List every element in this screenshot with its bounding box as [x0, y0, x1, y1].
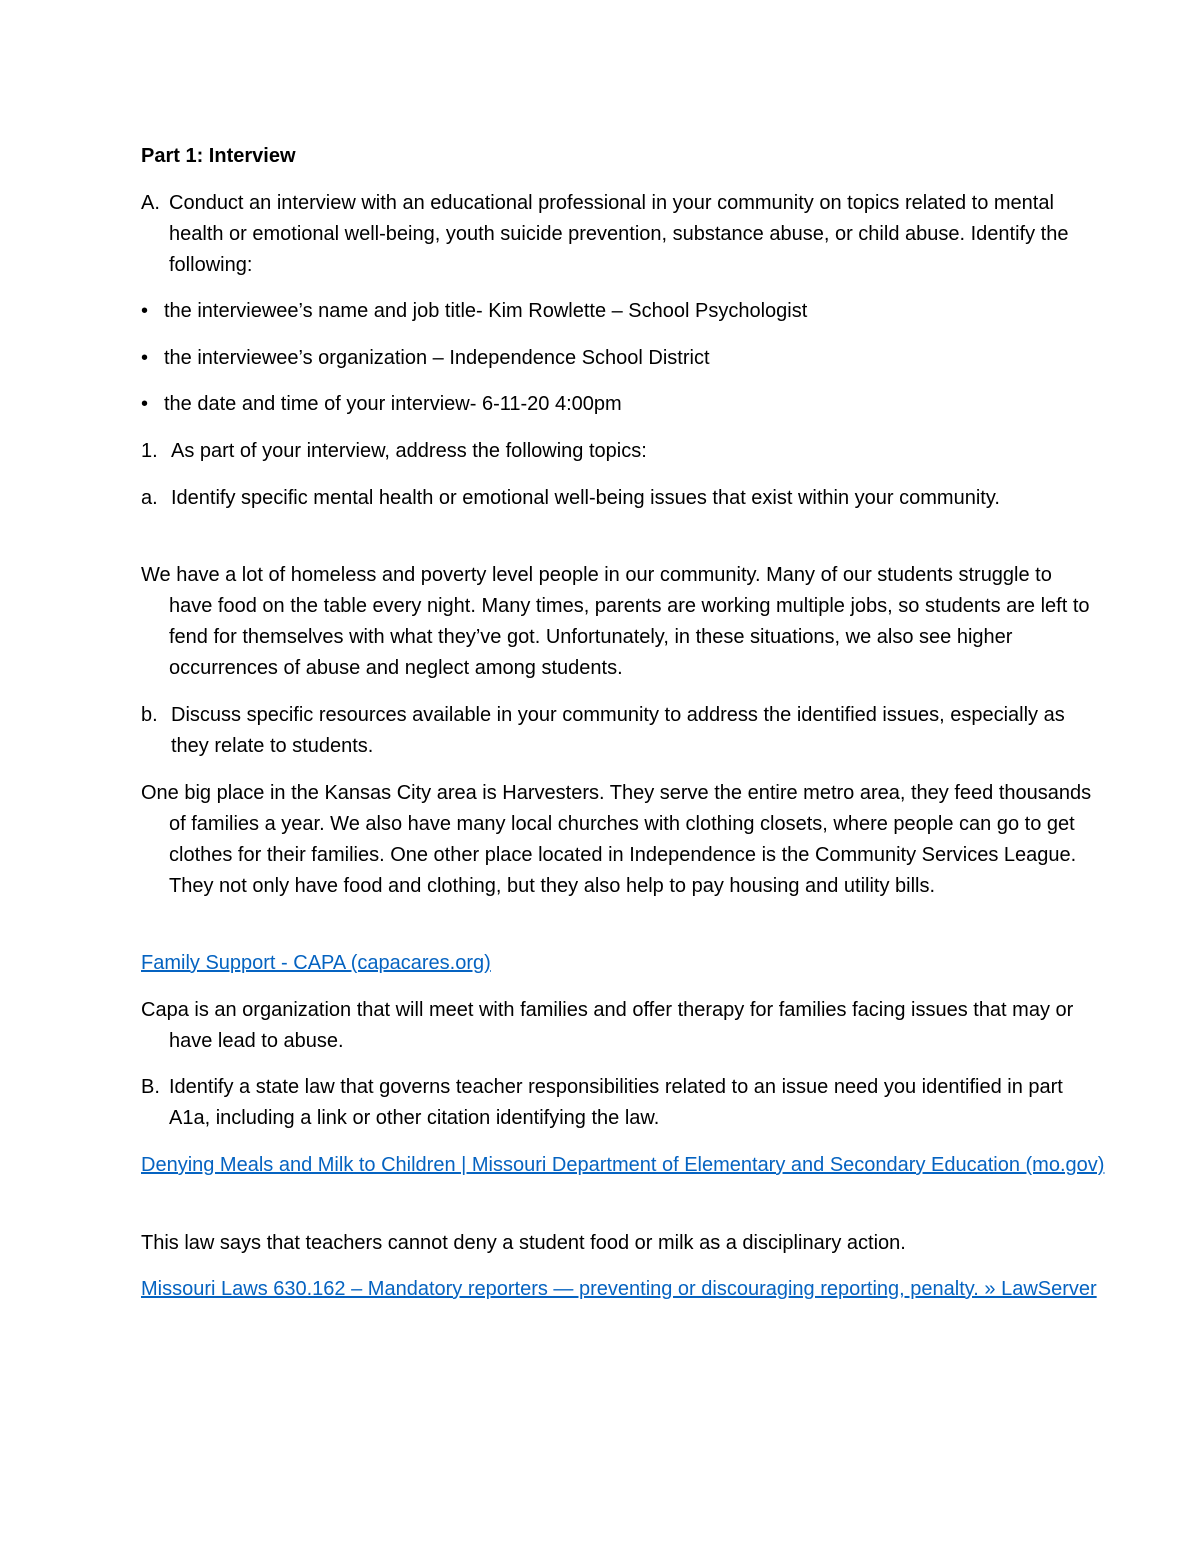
bullet-icon: •: [141, 300, 149, 322]
bullet-interviewee-organization: [141, 343, 1094, 374]
bullet-icon: •: [141, 393, 149, 415]
answer-b: One big place in the Kansas City area is Harvesters. They serve the entire metro area, they feed thousands of families a year. We also have many local churches with clothing closets, where people can go to get clothes for their families. One other place located in Independence is the Community Services League. They not only have food and clothing, but they also help to pay housing and utility bills.: [141, 782, 1092, 897]
law-link-paragraph: [141, 1274, 1106, 1305]
part-heading: Part 1: Interview: [141, 145, 296, 167]
bullet-interview-date: [141, 389, 1094, 420]
item-b-text: Discuss specific resources available in your community to address the identified issues, especially as they relate to students.: [171, 704, 1065, 757]
item-1-text: As part of your interview, address the following topics:: [171, 440, 647, 462]
bullet-text: the interviewee’s organization – Independence School District: [164, 347, 710, 369]
item-a-text: Identify specific mental health or emotional well-being issues that exist within your community.: [171, 487, 1000, 509]
section-a: [141, 188, 1099, 281]
item-b-marker: b.: [141, 704, 158, 726]
section-a-text: Conduct an interview with an educational professional in your community on topics related to mental health or emotional well-being, youth suicide prevention, substance abuse, or child abuse. Identify the following:: [169, 192, 1069, 276]
item-b: [141, 700, 1101, 762]
capa-link[interactable]: Family Support - CAPA (capacares.org): [141, 952, 491, 974]
bullet-interviewee-name: [141, 296, 1094, 327]
section-b: [141, 1072, 1099, 1134]
bullet-icon: •: [141, 347, 149, 369]
item-a-marker: a.: [141, 487, 158, 509]
section-a-marker: A.: [141, 192, 160, 214]
meals-description: This law says that teachers cannot deny a student food or milk as a disciplinary action.: [141, 1232, 906, 1254]
bullet-text: the date and time of your interview- 6-11-20 4:00pm: [164, 393, 622, 415]
item-1: [141, 436, 1101, 467]
answer-a: We have a lot of homeless and poverty level people in our community. Many of our students struggle to have food on the table every night. Many times, parents are working multiple jobs, so students are left to fend for themselves with what they’ve got. Unfortunately, in these situations, we also see higher occurrences of abuse and neglect among students.: [141, 564, 1090, 679]
item-a: [141, 483, 1101, 514]
capa-link-paragraph: [141, 948, 1071, 979]
meals-law-link[interactable]: Denying Meals and Milk to Children | Missouri Department of Elementary and Secondary Education (mo.gov): [141, 1154, 1105, 1176]
section-b-marker: B.: [141, 1076, 160, 1098]
mandatory-reporter-law-link[interactable]: Missouri Laws 630.162 – Mandatory reporters — preventing or discouraging reporting, penalty. » LawServer: [141, 1278, 1097, 1300]
bullet-text: the interviewee’s name and job title- Kim Rowlette – School Psychologist: [164, 300, 808, 322]
section-b-text: Identify a state law that governs teacher responsibilities related to an issue need you identified in part A1a, including a link or other citation identifying the law.: [169, 1076, 1063, 1129]
item-1-marker: 1.: [141, 440, 158, 462]
capa-description: Capa is an organization that will meet with families and offer therapy for families facing issues that may or have lead to abuse.: [141, 999, 1074, 1052]
meals-link-paragraph: [141, 1150, 1106, 1181]
